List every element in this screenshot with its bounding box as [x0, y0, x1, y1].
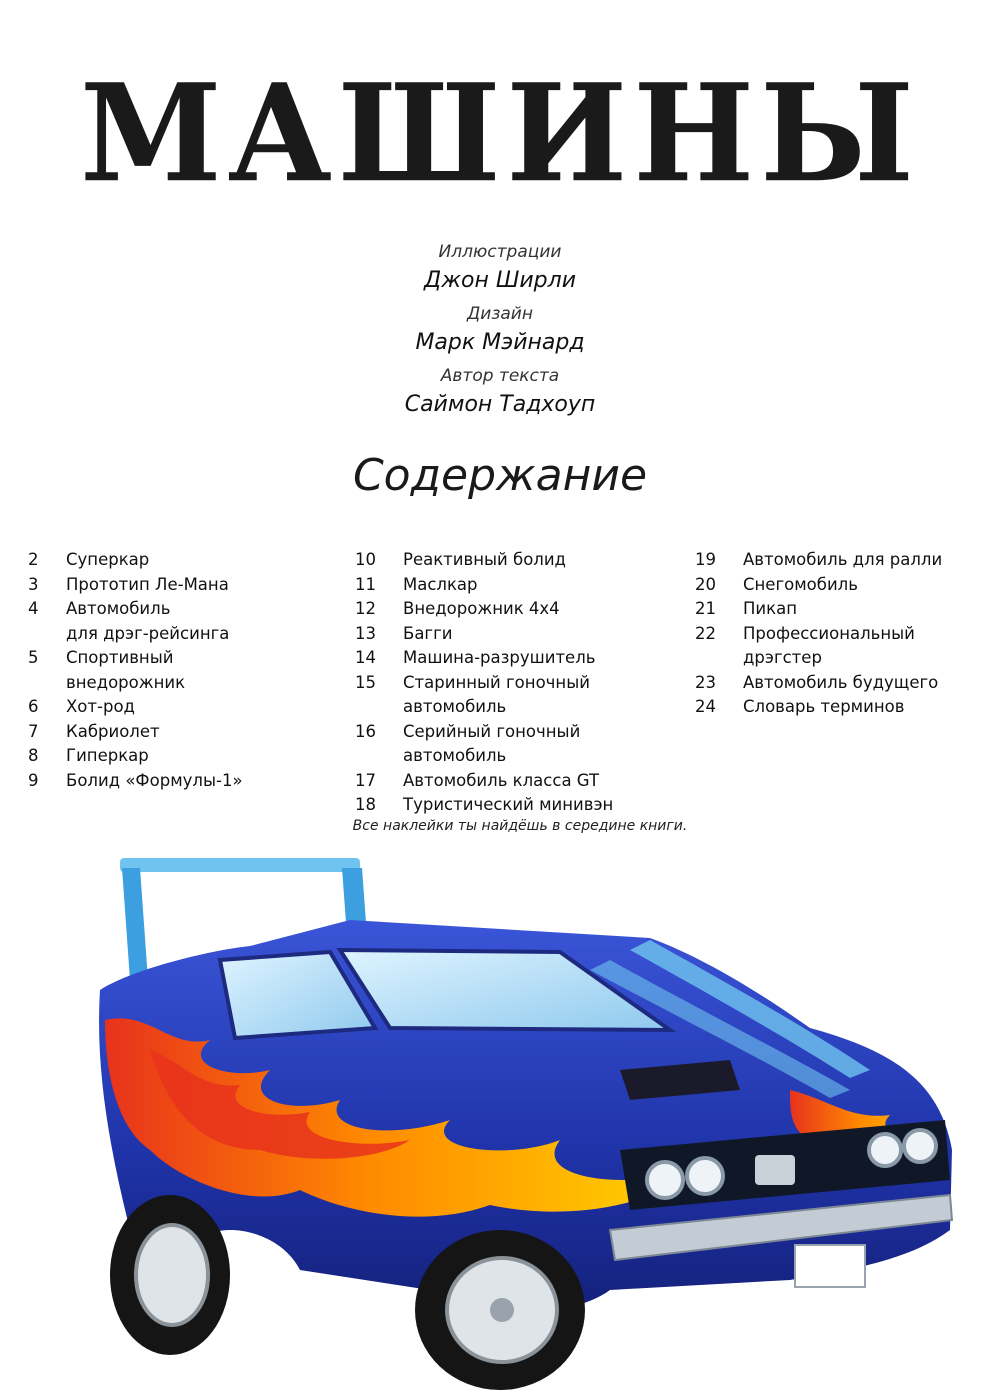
toc-item[interactable] — [28, 597, 328, 646]
toc-item[interactable] — [28, 720, 328, 745]
toc-item[interactable] — [695, 695, 995, 720]
toc-entry-title: Хот-род — [66, 697, 135, 716]
muscle-car-illustration — [90, 850, 960, 1390]
toc-page-number: 20 — [695, 574, 716, 594]
toc-page-number: 8 — [28, 746, 39, 765]
toc-entry-title: Автомобиль будущего — [743, 672, 939, 692]
toc-page-number: 24 — [695, 697, 716, 716]
toc-page-number: 9 — [28, 770, 39, 790]
toc-page-number: 23 — [695, 672, 716, 692]
license-plate — [795, 1245, 865, 1287]
credit-role-design: Дизайн — [467, 304, 533, 324]
toc-page-number: 21 — [695, 599, 716, 618]
toc-item[interactable] — [695, 597, 995, 622]
toc-page-number: 14 — [355, 648, 376, 667]
toc-page-number: 5 — [28, 648, 39, 667]
toc-page-number: 19 — [695, 550, 716, 569]
toc-entry-title: Снегомобиль — [743, 574, 858, 594]
toc-item[interactable] — [355, 597, 685, 622]
toc-item[interactable] — [28, 769, 328, 794]
toc-page-number: 16 — [355, 721, 376, 741]
toc-item[interactable] — [355, 646, 685, 671]
toc-entry-title: Болид «Формулы-1» — [66, 770, 243, 790]
front-wheel — [415, 1230, 585, 1390]
toc-column-3 — [695, 548, 995, 720]
toc-item[interactable] — [28, 695, 328, 720]
toc-entry-title: Багги — [403, 623, 453, 643]
toc-item[interactable] — [355, 720, 685, 769]
toc-entry-title: Реактивный болид — [403, 550, 566, 569]
toc-entry-title: Спортивный внедорожник — [66, 648, 186, 692]
toc-item[interactable] — [28, 548, 328, 573]
credit-name-illustrator: Джон Ширли — [424, 268, 576, 293]
toc-item[interactable] — [355, 671, 685, 720]
toc-item[interactable] — [28, 646, 328, 695]
credit-name-author: Саймон Тадхоуп — [404, 392, 596, 417]
toc-item[interactable] — [355, 622, 685, 647]
toc-item[interactable] — [355, 793, 685, 818]
toc-entry-title: Словарь терминов — [743, 697, 905, 716]
toc-page-number: 18 — [355, 795, 376, 814]
toc-item[interactable] — [355, 573, 685, 598]
toc-entry-title: Старинный гоночный автомобиль — [403, 672, 590, 716]
toc-item[interactable] — [28, 573, 328, 598]
credit-name-designer: Марк Мэйнард — [415, 330, 585, 355]
rear-wheel — [110, 1195, 230, 1355]
toc-item[interactable] — [28, 744, 328, 769]
toc-entry-title: Кабриолет — [66, 721, 160, 741]
toc-page-number: 6 — [28, 697, 39, 716]
toc-item[interactable] — [695, 671, 995, 696]
toc-column-1 — [28, 548, 328, 793]
toc-entry-title: Серийный гоночный автомобиль — [403, 721, 581, 765]
toc-item[interactable] — [695, 622, 995, 671]
contents-heading: Содержание — [352, 450, 648, 501]
toc-page-number: 7 — [28, 721, 39, 741]
toc-entry-title: Пикап — [743, 599, 797, 618]
toc-entry-title: Маслкар — [403, 574, 478, 594]
toc-entry-title: Суперкар — [66, 550, 150, 569]
stickers-note: Все наклейки ты найдёшь в середине книги. — [352, 818, 688, 834]
toc-page-number: 15 — [355, 672, 376, 692]
toc-column-2 — [355, 548, 685, 818]
toc-entry-title: Внедорожник 4х4 — [403, 599, 560, 618]
toc-item[interactable] — [355, 769, 685, 794]
toc-page-number: 13 — [355, 623, 376, 643]
book-title: МАШИНЫ — [80, 55, 920, 213]
toc-page-number: 2 — [28, 550, 39, 569]
toc-entry-title: Профессиональный дрэгстер — [743, 623, 915, 667]
credits-block — [0, 240, 1000, 426]
toc-item[interactable] — [355, 548, 685, 573]
toc-item[interactable] — [695, 548, 995, 573]
credit-role-illustrations: Иллюстрации — [438, 242, 562, 262]
toc-entry-title: Автомобиль класса GT — [403, 770, 600, 790]
toc-entry-title: Гиперкар — [66, 746, 149, 765]
toc-page-number: 3 — [28, 574, 39, 594]
toc-page-number: 12 — [355, 599, 376, 618]
toc-item[interactable] — [695, 573, 995, 598]
toc-entry-title: Туристический минивэн — [403, 795, 614, 814]
toc-page-number: 11 — [355, 574, 376, 594]
toc-entry-title: Машина-разрушитель — [403, 648, 596, 667]
toc-page-number: 22 — [695, 623, 716, 643]
toc-entry-title: Прототип Ле-Мана — [66, 574, 229, 594]
toc-page-number: 4 — [28, 599, 39, 618]
toc-page-number: 17 — [355, 770, 376, 790]
toc-entry-title: Автомобиль для дрэг-рейсинга — [66, 599, 230, 643]
toc-entry-title: Автомобиль для ралли — [743, 550, 943, 569]
credit-role-text: Автор текста — [440, 366, 560, 386]
toc-page-number: 10 — [355, 550, 376, 569]
